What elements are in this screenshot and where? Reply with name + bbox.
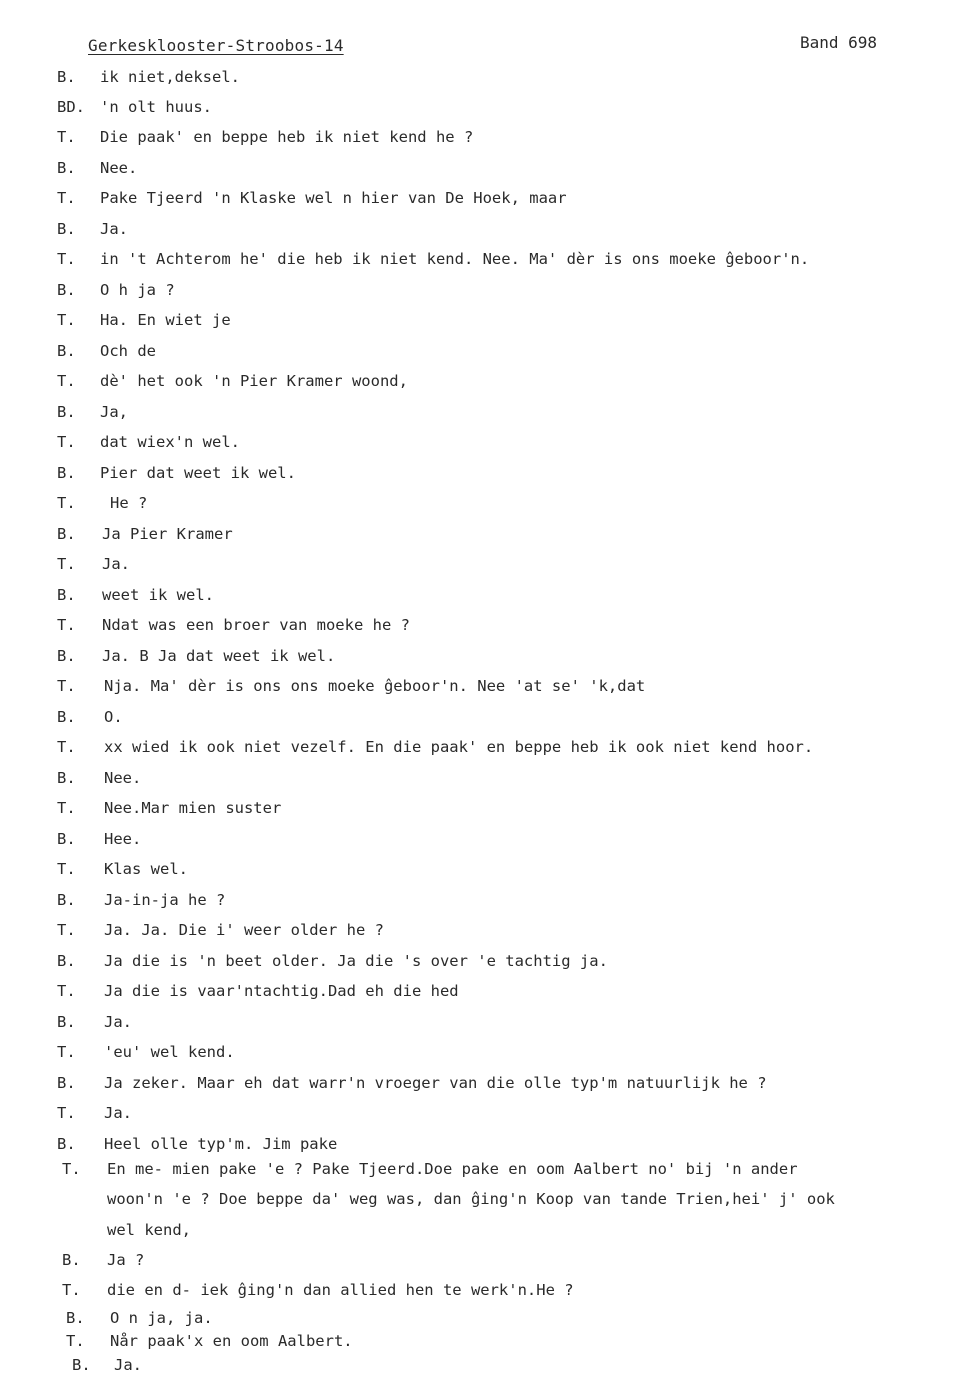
utterance-text: Ja. bbox=[114, 1356, 142, 1374]
speaker-label: T. bbox=[57, 616, 76, 634]
utterance-text: dat wiex'n wel. bbox=[100, 433, 240, 451]
utterance-text: Ja. bbox=[104, 1104, 132, 1122]
utterance-text: Heel olle typ'm. Jim pake bbox=[104, 1135, 338, 1153]
speaker-label: T. bbox=[57, 494, 76, 512]
utterance-text: O. bbox=[104, 708, 123, 726]
dialogue-line bbox=[0, 1356, 973, 1380]
utterance-text: xx wied ik ook niet vezelf. En die paak' en beppe heb ik ook niet kend hoor. bbox=[104, 738, 814, 756]
dialogue-line bbox=[0, 433, 973, 457]
dialogue-line bbox=[0, 1013, 973, 1037]
dialogue-line bbox=[0, 921, 973, 945]
speaker-label: T. bbox=[57, 1104, 76, 1122]
dialogue-line bbox=[0, 647, 973, 671]
speaker-label: T. bbox=[57, 128, 76, 146]
speaker-label: B. bbox=[72, 1356, 91, 1374]
speaker-label: T. bbox=[57, 372, 76, 390]
dialogue-line bbox=[0, 68, 973, 92]
speaker-label: T. bbox=[57, 250, 76, 268]
dialogue-line bbox=[0, 1309, 973, 1333]
utterance-text: Pake Tjeerd 'n Klaske wel n hier van De Hoek, maar bbox=[100, 189, 567, 207]
speaker-label: BD. bbox=[57, 98, 85, 116]
utterance-text: Die paak' en beppe heb ik niet kend he ? bbox=[100, 128, 474, 146]
utterance-text: He ? bbox=[110, 494, 148, 512]
speaker-label: B. bbox=[57, 1074, 76, 1092]
speaker-label: B. bbox=[57, 769, 76, 787]
utterance-text: weet ik wel. bbox=[102, 586, 214, 604]
speaker-label: T. bbox=[57, 433, 76, 451]
speaker-label: T. bbox=[62, 1281, 81, 1299]
dialogue-line bbox=[0, 1074, 973, 1098]
utterance-text: Och de bbox=[100, 342, 156, 360]
speaker-label: B. bbox=[57, 1013, 76, 1031]
dialogue-line bbox=[0, 1251, 973, 1275]
dialogue-line bbox=[0, 250, 973, 274]
band-number: Band 698 bbox=[800, 33, 878, 52]
speaker-label: B. bbox=[57, 342, 76, 360]
utterance-text: O h ja ? bbox=[100, 281, 175, 299]
dialogue-line bbox=[0, 128, 973, 152]
speaker-label: B. bbox=[57, 830, 76, 848]
dialogue-line bbox=[0, 403, 973, 427]
speaker-label: T. bbox=[57, 738, 76, 756]
utterance-text: dè' het ook 'n Pier Kramer woond, bbox=[100, 372, 408, 390]
dialogue-line bbox=[0, 311, 973, 335]
dialogue-line bbox=[0, 1332, 973, 1356]
speaker-label: B. bbox=[57, 525, 76, 543]
utterance-text: Ja die is 'n beet older. Ja die 's over 'e tachtig ja. bbox=[104, 952, 608, 970]
utterance-text: Klas wel. bbox=[104, 860, 188, 878]
utterance-text: Nee. bbox=[100, 159, 138, 177]
speaker-label: T. bbox=[57, 921, 76, 939]
utterance-text: die en d- iek ĝing'n dan allied hen te werk'n.He ? bbox=[107, 1281, 574, 1299]
dialogue-line bbox=[0, 708, 973, 732]
utterance-text: Ja, bbox=[100, 403, 128, 421]
utterance-text: in 't Achterom he' die heb ik niet kend. Nee. Ma' dèr is ons moeke ĝeboor'n. bbox=[100, 250, 810, 268]
utterance-text: En me- mien pake 'e ? Pake Tjeerd.Doe pake en oom Aalbert no' bij 'n ander bbox=[107, 1160, 798, 1178]
utterance-text: ik niet,deksel. bbox=[100, 68, 240, 86]
utterance-text: Nja. Ma' dèr is ons ons moeke ĝeboor'n. Nee 'at se' 'k,dat bbox=[104, 677, 646, 695]
utterance-text: Ha. En wiet je bbox=[100, 311, 231, 329]
utterance-text: Hee. bbox=[104, 830, 142, 848]
utterance-text: Ja die is vaar'ntachtig.Dad eh die hed bbox=[104, 982, 459, 1000]
speaker-label: B. bbox=[57, 586, 76, 604]
document-title: Gerkesklooster-Stroobos-14 bbox=[88, 36, 344, 55]
utterance-text: woon'n 'e ? Doe beppe da' weg was, dan ĝing'n Koop van tande Trien,hei' j' ook bbox=[107, 1190, 835, 1208]
speaker-label: B. bbox=[57, 403, 76, 421]
speaker-label: T. bbox=[57, 799, 76, 817]
utterance-text: O n ja, ja. bbox=[110, 1309, 213, 1327]
utterance-text: Ja Pier Kramer bbox=[102, 525, 233, 543]
speaker-label: B. bbox=[57, 952, 76, 970]
dialogue-line bbox=[0, 891, 973, 915]
speaker-label: T. bbox=[57, 1043, 76, 1061]
speaker-label: B. bbox=[57, 220, 76, 238]
dialogue-line bbox=[0, 281, 973, 305]
utterance-text: Ja zeker. Maar eh dat warr'n vroeger van die olle typ'm natuurlijk he ? bbox=[104, 1074, 767, 1092]
dialogue-line bbox=[0, 159, 973, 183]
utterance-text: Ja ? bbox=[107, 1251, 145, 1269]
dialogue-line bbox=[0, 1160, 973, 1184]
dialogue-line bbox=[0, 372, 973, 396]
dialogue-line bbox=[0, 1190, 973, 1214]
dialogue-line bbox=[0, 342, 973, 366]
dialogue-line bbox=[0, 677, 973, 701]
speaker-label: T. bbox=[57, 860, 76, 878]
speaker-label: T. bbox=[57, 982, 76, 1000]
utterance-text: Ja. bbox=[104, 1013, 132, 1031]
speaker-label: T. bbox=[57, 311, 76, 329]
utterance-text: 'n olt huus. bbox=[100, 98, 212, 116]
speaker-label: T. bbox=[66, 1332, 85, 1350]
speaker-label: B. bbox=[57, 464, 76, 482]
dialogue-line bbox=[0, 860, 973, 884]
dialogue-line bbox=[0, 799, 973, 823]
dialogue-line bbox=[0, 1135, 973, 1159]
dialogue-line bbox=[0, 952, 973, 976]
speaker-label: B. bbox=[57, 281, 76, 299]
dialogue-line bbox=[0, 189, 973, 213]
speaker-label: B. bbox=[57, 68, 76, 86]
dialogue-line bbox=[0, 1104, 973, 1128]
dialogue-line bbox=[0, 220, 973, 244]
speaker-label: B. bbox=[57, 891, 76, 909]
utterance-text: Nee. bbox=[104, 769, 142, 787]
speaker-label: B. bbox=[57, 708, 76, 726]
dialogue-line bbox=[0, 982, 973, 1006]
utterance-text: Ja. B Ja dat weet ik wel. bbox=[102, 647, 336, 665]
dialogue-line bbox=[0, 494, 973, 518]
speaker-label: T. bbox=[57, 189, 76, 207]
speaker-label: B. bbox=[62, 1251, 81, 1269]
utterance-text: Ja. bbox=[102, 555, 130, 573]
dialogue-line bbox=[0, 616, 973, 640]
speaker-label: B. bbox=[57, 159, 76, 177]
speaker-label: B. bbox=[57, 647, 76, 665]
dialogue-line bbox=[0, 1281, 973, 1305]
dialogue-line bbox=[0, 98, 973, 122]
dialogue-line bbox=[0, 555, 973, 579]
dialogue-line bbox=[0, 738, 973, 762]
utterance-text: Nee.Mar mien suster bbox=[104, 799, 282, 817]
utterance-text: Når paak'x en oom Aalbert. bbox=[110, 1332, 353, 1350]
utterance-text: Pier dat weet ik wel. bbox=[100, 464, 296, 482]
utterance-text: wel kend, bbox=[107, 1221, 191, 1239]
dialogue-line bbox=[0, 464, 973, 488]
dialogue-line bbox=[0, 769, 973, 793]
speaker-label: T. bbox=[57, 677, 76, 695]
dialogue-line bbox=[0, 1221, 973, 1245]
dialogue-line bbox=[0, 525, 973, 549]
dialogue-line bbox=[0, 586, 973, 610]
speaker-label: B. bbox=[57, 1135, 76, 1153]
utterance-text: 'eu' wel kend. bbox=[104, 1043, 235, 1061]
dialogue-line bbox=[0, 830, 973, 854]
speaker-label: B. bbox=[66, 1309, 85, 1327]
utterance-text: Ja-in-ja he ? bbox=[104, 891, 226, 909]
speaker-label: T. bbox=[62, 1160, 81, 1178]
dialogue-line bbox=[0, 1043, 973, 1067]
utterance-text: Ja. bbox=[100, 220, 128, 238]
speaker-label: T. bbox=[57, 555, 76, 573]
utterance-text: Ja. Ja. Die i' weer older he ? bbox=[104, 921, 384, 939]
utterance-text: Ndat was een broer van moeke he ? bbox=[102, 616, 410, 634]
